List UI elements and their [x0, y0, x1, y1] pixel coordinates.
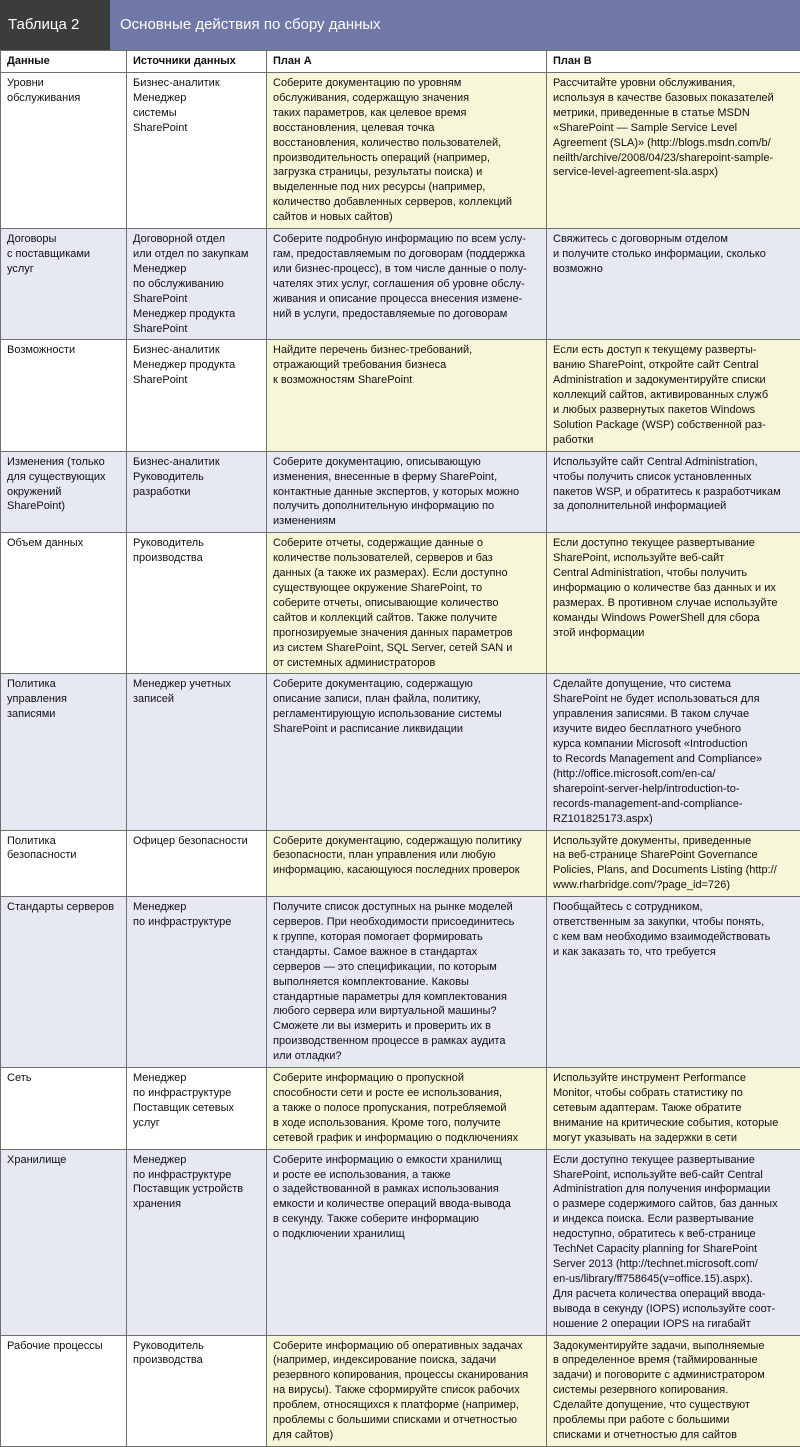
cell-plan-a: Соберите документацию, содержащую описание записи, план файла, политику, регламентирующую использование системы SharePoint и расписание ликвидации — [267, 674, 547, 830]
table-title-bar — [0, 0, 800, 50]
data-collection-table — [0, 50, 800, 1447]
table-header-row — [1, 51, 800, 73]
cell-plan-b: Задокументируйте задачи, выполняемые в определенное время (таймированные задачи) и поговорите с администратором системы резервного копирования. Сделайте допущение, что существуют проблемы при работе с большими списками и отчетностью для сайтов — [547, 1335, 800, 1446]
cell-plan-b: Сделайте допущение, что система SharePoint не будет использоваться для управления записями. В таком случае изучите видео бесплатного учебного курса компании Microsoft «Introduction to Records Management and Compliance» (http://office.microsoft.com/en-ca/ sharepoint-server-help/introduction-to- records-management-and-compliance- RZ101825173.aspx) — [547, 674, 800, 830]
cell-plan-a: Соберите документацию, содержащую политику безопасности, план управления или любую информацию, касающуюся последних проверок — [267, 830, 547, 897]
cell-sources: Менеджер по инфраструктуре — [127, 897, 267, 1068]
cell-plan-b: Рассчитайте уровни обслуживания, используя в качестве базовых показателей метрики, приведенные в статье MSDN «SharePoint — Sample Service Level Agreement (SLA)» (http://blogs.msdn.com/b/ neilth/archive/2008/04/23/sharepoint-sample- service-level-agreement-sla.aspx) — [547, 73, 800, 229]
cell-sources: Руководитель производства — [127, 533, 267, 674]
cell-plan-a: Соберите документацию, описывающую изменения, внесенные в ферму SharePoint, контактные данные экспертов, у которых можно получить дополнительную информацию по изменениям — [267, 451, 547, 533]
cell-sources: Бизнес-аналитик Руководитель разработки — [127, 451, 267, 533]
table-row — [1, 73, 800, 229]
cell-plan-a: Соберите информацию о пропускной способности сети и росте ее использования, а также о полосе пропускания, потребляемой в ходе использования. Кроме того, получите сетевой график и информацию о подключениях — [267, 1068, 547, 1150]
table-row — [1, 674, 800, 830]
header-sources: Источники данных — [127, 51, 267, 73]
cell-plan-b: Используйте сайт Central Administration, чтобы получить список установленных пакетов WSP, и обратитесь к разработчикам за дополнительной информацией — [547, 451, 800, 533]
cell-sources: Договорной отдел или отдел по закупкам Менеджер по обслуживанию SharePoint Менеджер продукта SharePoint — [127, 229, 267, 340]
cell-data: Объем данных — [1, 533, 127, 674]
cell-data: Сеть — [1, 1068, 127, 1150]
table-number-label: Таблица 2 — [0, 0, 110, 50]
cell-data: Политика безопасности — [1, 830, 127, 897]
cell-data: Уровни обслуживания — [1, 73, 127, 229]
table-row — [1, 340, 800, 451]
cell-data: Изменения (только для существующих окружений SharePoint) — [1, 451, 127, 533]
table-row — [1, 830, 800, 897]
cell-plan-a: Найдите перечень бизнес-требований, отражающий требования бизнеса к возможностям SharePoint — [267, 340, 547, 451]
table-title: Основные действия по сбору данных — [110, 0, 800, 50]
header-data: Данные — [1, 51, 127, 73]
header-plan-b: План В — [547, 51, 800, 73]
cell-sources: Бизнес-аналитик Менеджер продукта SharePoint — [127, 340, 267, 451]
cell-data: Хранилище — [1, 1149, 127, 1335]
cell-plan-a: Соберите подробную информацию по всем услу- гам, предоставляемым по договорам (поддержка или бизнес-процесс), в том числе данные о полу- чателях этих услуг, соглашения об уровне обслу- живания и описание процесса внесения измене- ний в услуги, предоставляемые по договорам — [267, 229, 547, 340]
cell-sources: Менеджер по инфраструктуре Поставщик сетевых услуг — [127, 1068, 267, 1150]
header-plan-a: План А — [267, 51, 547, 73]
cell-plan-a: Соберите информацию о емкости хранилищ и росте ее использования, а также о задействованной в рамках использования емкости и количестве операций ввода-вывода в секунду. Также соберите информацию о подключении хранилищ — [267, 1149, 547, 1335]
cell-plan-b: Используйте инструмент Performance Monitor, чтобы собрать статистику по сетевым адаптерам. Также обратите внимание на критические события, которые могут указывать на задержки в сети — [547, 1068, 800, 1150]
cell-data: Договоры с поставщиками услуг — [1, 229, 127, 340]
cell-sources: Офицер безопасности — [127, 830, 267, 897]
cell-sources: Бизнес-аналитик Менеджер системы SharePoint — [127, 73, 267, 229]
cell-plan-b: Если есть доступ к текущему разверты- ванию SharePoint, откройте сайт Central Administration и задокументируйте списки коллекций сайтов, активированных служб и любых развернутых пакетов Windows Solution Package (WSP) собственной раз- работки — [547, 340, 800, 451]
cell-plan-b: Если доступно текущее развертывание SharePoint, используйте веб-сайт Central Administration для получения информации о размере содержимого сайтов, баз данных и индекса поиска. Если развертывание недоступно, обратитесь к веб-странице TechNet Capacity planning for SharePoint Server 2013 (http://technet.microsoft.com/ en-us/library/ff758645(v=office.15).aspx). Для расчета количества операций ввода- вывода в секунду (IOPS) используйте соот- ношение 2 операции IOPS на гигабайт — [547, 1149, 800, 1335]
table-row — [1, 533, 800, 674]
cell-data: Возможности — [1, 340, 127, 451]
cell-plan-a: Соберите документацию по уровням обслуживания, содержащую значения таких параметров, как целевое время восстановления, целевая точка восстановления, количество пользователей, производительность операций (например, загрузка страницы, результаты поиска) и выделенные под них ресурсы (например, количество добавленных серверов, коллекций сайтов и новых сайтов) — [267, 73, 547, 229]
table-row — [1, 897, 800, 1068]
cell-plan-a: Соберите информацию об оперативных задачах (например, индексирование поиска, задачи резервного копирования, процессы сканирования на вирусы). Также сформируйте список рабочих проблем, относящихся к платформе (например, проблемы с большими списками и отчетностью для сайтов) — [267, 1335, 547, 1446]
cell-plan-b: Если доступно текущее развертывание SharePoint, используйте веб-сайт Central Administration, чтобы получить информацию о количестве баз данных и их размерах. В противном случае используйте команды Windows PowerShell для сбора этой информации — [547, 533, 800, 674]
cell-sources: Менеджер по инфраструктуре Поставщик устройств хранения — [127, 1149, 267, 1335]
table-row — [1, 451, 800, 533]
table-row — [1, 1335, 800, 1446]
table-row — [1, 1149, 800, 1335]
cell-sources: Руководитель производства — [127, 1335, 267, 1446]
cell-plan-b: Пообщайтесь с сотрудником, ответственным за закупки, чтобы понять, с кем вам необходимо взаимодействовать и как заказать то, что требуется — [547, 897, 800, 1068]
cell-plan-a: Соберите отчеты, содержащие данные о количестве пользователей, серверов и баз данных (а также их размерах). Если доступно существующее окружение SharePoint, то соберите отчеты, описывающие количество сайтов и коллекций сайтов. Также получите прогнозируемые значения данных параметров из систем SharePoint, SQL Server, сетей SAN и от системных администраторов — [267, 533, 547, 674]
cell-plan-b: Свяжитесь с договорным отделом и получите столько информации, сколько возможно — [547, 229, 800, 340]
cell-plan-b: Используйте документы, приведенные на веб-странице SharePoint Governance Policies, Plans, and Documents Listing (http:// www.rharbridge.com/?page_id=726) — [547, 830, 800, 897]
cell-data: Рабочие процессы — [1, 1335, 127, 1446]
table-row — [1, 229, 800, 340]
cell-data: Политика управления записями — [1, 674, 127, 830]
cell-data: Стандарты серверов — [1, 897, 127, 1068]
table-row — [1, 1068, 800, 1150]
cell-plan-a: Получите список доступных на рынке моделей серверов. При необходимости присоединитесь к группе, которая помогает формировать стандарты. Самое важное в стандартах серверов — это спецификации, по которым выполняется комплектование. Каковы стандартные параметры для комплектования любого сервера или виртуальной машины? Сможете ли вы измерить и проверить их в производственном процессе в рамках аудита или отладки? — [267, 897, 547, 1068]
cell-sources: Менеджер учетных записей — [127, 674, 267, 830]
